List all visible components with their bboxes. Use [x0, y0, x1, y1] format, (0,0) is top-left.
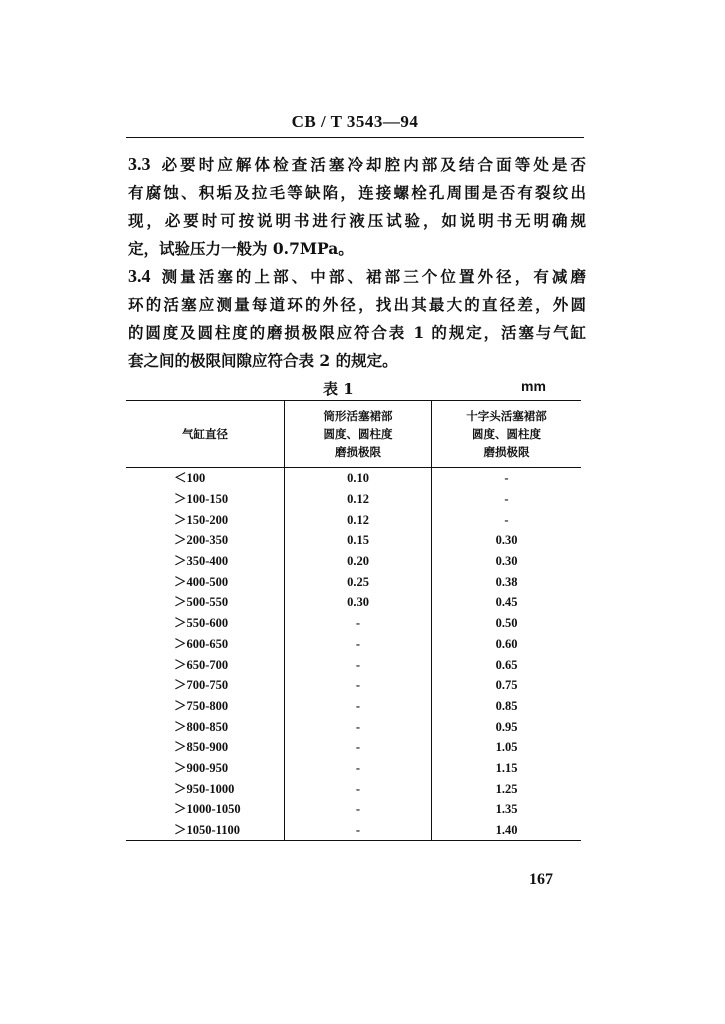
table-row — [126, 716, 581, 737]
cell-trunk-limit: 0.12 — [285, 489, 432, 510]
table-body — [126, 468, 581, 841]
section-3-4 — [128, 262, 586, 375]
cell-crosshead-limit: 0.85 — [495, 698, 518, 713]
cell-cylinder-diameter: ＞600-650 — [126, 634, 285, 655]
page-number: 167 — [529, 871, 553, 888]
cell-trunk-limit: - — [285, 799, 432, 820]
cell-crosshead-limit: - — [504, 492, 509, 507]
header-trunk-piston-line-3: 磨损极限 — [335, 445, 381, 459]
cell-trunk-limit: - — [285, 758, 432, 779]
table-unit: mm — [521, 378, 546, 394]
cell-trunk-limit: 0.20 — [285, 551, 432, 572]
cell-crosshead-limit: 0.30 — [495, 533, 518, 548]
cell-cylinder-diameter: ＞100-150 — [126, 489, 285, 510]
cell-crosshead-limit: - — [504, 471, 509, 486]
cell-trunk-limit: - — [285, 613, 432, 634]
section-3-3-line-3: 现，必要时可按说明书进行液压试验，如说明书无明确规 — [128, 211, 586, 230]
wear-limit-table — [126, 400, 581, 841]
cell-trunk-limit: 0.10 — [285, 468, 432, 489]
cell-trunk-limit: - — [285, 634, 432, 655]
section-3-3-line-1 — [128, 150, 586, 179]
table-row — [126, 758, 581, 779]
table-row — [126, 509, 581, 530]
section-3-4-line-1 — [128, 262, 586, 291]
cell-crosshead-limit: 0.60 — [495, 636, 518, 651]
table-title: 表 1 — [323, 380, 354, 398]
section-3-3-text-1: 必要时应解体检查活塞冷却腔内部及结合面等处是否 — [158, 155, 586, 174]
cell-cylinder-diameter: ＞1000-1050 — [126, 799, 285, 820]
header-trunk-piston-line-2: 圆度、圆柱度 — [323, 427, 393, 441]
section-3-4-text-1: 测量活塞的上部、中部、裙部三个位置外径，有减磨 — [158, 267, 586, 286]
header-crosshead-piston-line-2: 圆度、圆柱度 — [472, 427, 541, 441]
cell-trunk-limit: - — [285, 737, 432, 758]
table-row — [126, 654, 581, 675]
cell-cylinder-diameter: ＞400-500 — [126, 571, 285, 592]
cell-crosshead-limit: 1.25 — [495, 781, 518, 796]
cell-crosshead-limit: - — [504, 512, 509, 527]
cell-cylinder-diameter: ＞700-750 — [126, 675, 285, 696]
table-row — [126, 613, 581, 634]
cell-cylinder-diameter: ＞550-600 — [126, 613, 285, 634]
table-row — [126, 799, 581, 820]
cell-trunk-limit: 0.12 — [285, 509, 432, 530]
cell-trunk-limit: - — [285, 716, 432, 737]
cell-crosshead-limit: 1.05 — [495, 740, 518, 755]
cell-cylinder-diameter: ＞350-400 — [126, 551, 285, 572]
table-row — [126, 489, 581, 510]
table-row — [126, 530, 581, 551]
cell-cylinder-diameter: ＞500-550 — [126, 592, 285, 613]
header-crosshead-piston — [432, 401, 582, 468]
table-row — [126, 468, 581, 489]
cell-trunk-limit: - — [285, 675, 432, 696]
standard-code-header: CB / T 3543—94 — [291, 112, 419, 131]
cell-trunk-limit: 0.15 — [285, 530, 432, 551]
header-cylinder-diameter: 气缸直径 — [126, 401, 285, 468]
cell-trunk-limit: - — [285, 696, 432, 717]
table-row — [126, 675, 581, 696]
table-row — [126, 551, 581, 572]
section-3-3-line-2: 有腐蚀、积垢及拉毛等缺陷，连接螺栓孔周围是否有裂纹出 — [128, 183, 586, 202]
section-3-3 — [128, 150, 586, 263]
header-crosshead-piston-line-1: 十字头活塞裙部 — [466, 409, 547, 423]
table-header-row — [126, 401, 581, 468]
section-3-3-number: 3.3 — [128, 154, 151, 174]
table-row — [126, 737, 581, 758]
cell-crosshead-limit: 0.30 — [495, 554, 518, 569]
table-row — [126, 592, 581, 613]
cell-cylinder-diameter: ＞750-800 — [126, 696, 285, 717]
section-3-4-number: 3.4 — [128, 266, 151, 286]
cell-cylinder-diameter: ＞150-200 — [126, 509, 285, 530]
cell-crosshead-limit: 0.38 — [495, 574, 518, 589]
cell-crosshead-limit: 0.50 — [495, 616, 518, 631]
cell-crosshead-limit: 1.35 — [495, 802, 518, 817]
cell-cylinder-diameter: ＞850-900 — [126, 737, 285, 758]
header-crosshead-piston-line-3: 磨损极限 — [483, 445, 530, 459]
cell-crosshead-limit: 0.65 — [495, 657, 518, 672]
header-divider — [126, 137, 584, 138]
cell-trunk-limit: - — [285, 778, 432, 799]
header-trunk-piston-line-1: 筒形活塞裙部 — [323, 409, 393, 423]
cell-cylinder-diameter: ＞1050-1100 — [126, 820, 285, 841]
table-row — [126, 778, 581, 799]
cell-cylinder-diameter: ＞900-950 — [126, 758, 285, 779]
cell-cylinder-diameter: ＞650-700 — [126, 654, 285, 675]
cell-crosshead-limit: 0.75 — [495, 678, 518, 693]
cell-trunk-limit: 0.25 — [285, 571, 432, 592]
cell-crosshead-limit: 0.45 — [495, 595, 518, 610]
cell-cylinder-diameter: ＜100 — [126, 468, 285, 489]
cell-trunk-limit: 0.30 — [285, 592, 432, 613]
section-3-3-line-4: 定，试验压力一般为 0.7MPa。 — [128, 239, 354, 258]
section-3-4-line-2: 环的活塞应测量每道环的外径，找出其最大的直径差，外圆 — [128, 295, 586, 314]
table-row — [126, 571, 581, 592]
cell-trunk-limit: - — [285, 654, 432, 675]
cell-cylinder-diameter: ＞950-1000 — [126, 778, 285, 799]
cell-cylinder-diameter: ＞200-350 — [126, 530, 285, 551]
cell-crosshead-limit: 0.95 — [495, 719, 518, 734]
table-row — [126, 820, 581, 841]
cell-crosshead-limit: 1.40 — [495, 823, 518, 838]
table-row — [126, 696, 581, 717]
header-trunk-piston — [285, 401, 432, 468]
cell-cylinder-diameter: ＞800-850 — [126, 716, 285, 737]
cell-crosshead-limit: 1.15 — [495, 760, 518, 775]
cell-trunk-limit: - — [285, 820, 432, 841]
table-row — [126, 634, 581, 655]
section-3-4-line-3: 的圆度及圆柱度的磨损极限应符合表 1 的规定，活塞与气缸 — [128, 323, 586, 342]
section-3-4-line-4: 套之间的极限间隙应符合表 2 的规定。 — [128, 351, 398, 370]
